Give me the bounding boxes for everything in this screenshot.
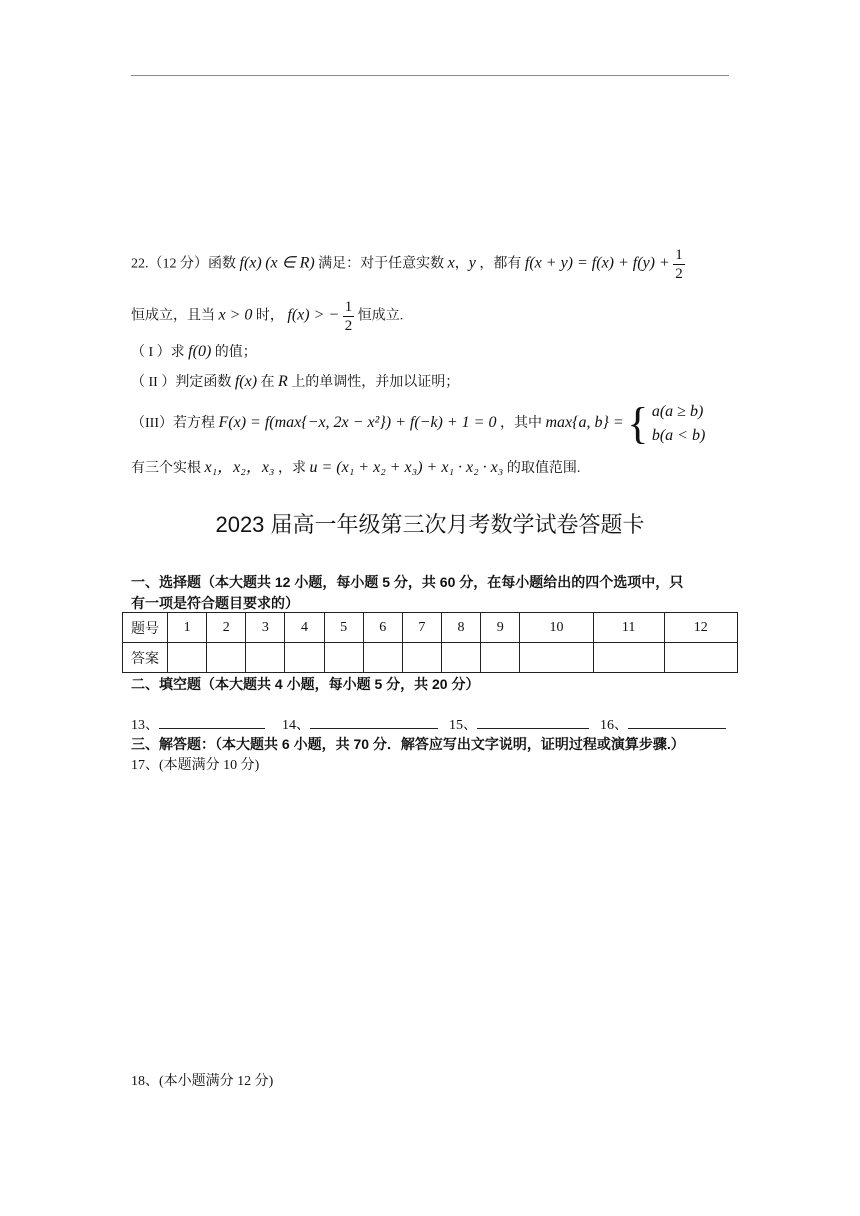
u-expression: u = (x₁ + x₂ + x₃) + x₁ · x₂ · x₃ [309, 459, 504, 476]
q22-text-2a: 恒成立，且当 [131, 308, 215, 324]
var-x: x [447, 254, 455, 272]
answer-cell[interactable] [520, 643, 593, 673]
condition-x-positive: x > 0 [218, 306, 253, 324]
table-cell: 12 [664, 613, 737, 643]
answer-cell[interactable] [664, 643, 737, 673]
part-2-mid: 在 [260, 375, 275, 390]
part-2-R: R [278, 373, 288, 390]
table-cell: 4 [285, 613, 324, 643]
blank-13-line[interactable] [159, 715, 265, 729]
q22-part-2 [131, 372, 459, 393]
question-17-label: 17、(本题满分 10 分) [131, 758, 260, 773]
answer-cell[interactable] [363, 643, 402, 673]
answer-cell[interactable] [481, 643, 520, 673]
section-1-heading [131, 572, 741, 614]
table-cell: 7 [402, 613, 441, 643]
table-row-answers [123, 643, 738, 673]
case-rows [652, 400, 705, 448]
answer-cell[interactable] [168, 643, 207, 673]
question-18-label: 18、(本小题满分 12 分) [131, 1074, 274, 1089]
comma: ， [454, 256, 469, 272]
blank-14-line[interactable] [310, 715, 438, 729]
part-1-tail: 的值； [214, 345, 257, 360]
fraction-denominator: 2 [344, 318, 353, 334]
piecewise-cases [627, 400, 705, 448]
table-cell: 5 [324, 613, 363, 643]
part-2-label: （ II ）判定函数 [131, 375, 232, 390]
answer-table [122, 612, 738, 673]
blank-13-label: 13、 [131, 718, 159, 733]
case-2: b(a < b) [651, 427, 706, 444]
functional-equation: f(x + y) = f(x) + f(y) + [524, 254, 670, 272]
q22-text-5b: ，求 [278, 461, 306, 476]
q22-line-1 [131, 246, 685, 283]
fraction-numerator: 1 [344, 299, 353, 315]
q22-prefix: 22.（12 分）函数 [131, 256, 236, 272]
q22-text-mid: 满足：对于任意实数 [318, 256, 445, 272]
max-definition: max{a, b} = [545, 414, 624, 432]
section-1-line-2: 有一项是符合题目要求的） [131, 595, 299, 611]
part-3-mid: ，其中 [499, 416, 542, 432]
function-fx: f(x) [239, 254, 262, 272]
table-cell: 11 [593, 613, 664, 643]
part-1-label: （ I ）求 [131, 345, 185, 360]
part-3-label: （III）若方程 [131, 416, 215, 432]
blank-15-line[interactable] [477, 715, 589, 729]
table-cell: 2 [207, 613, 246, 643]
blank-15-label: 15、 [449, 718, 477, 733]
answer-cell[interactable] [441, 643, 480, 673]
row-label-number: 题号 [123, 613, 168, 643]
q22-text-5c: 的取值范围. [506, 461, 581, 476]
table-cell: 1 [168, 613, 207, 643]
fraction-half-2 [343, 298, 355, 335]
roots-expr: x₁，x₂，x₃ [204, 459, 275, 476]
inequality-expr: f(x) > − [287, 306, 340, 324]
row-label-answer: 答案 [123, 643, 168, 673]
part-1-expr: f(0) [188, 343, 212, 360]
part-2-tail: 上的单调性，并加以证明； [291, 375, 460, 390]
table-cell: 10 [520, 613, 593, 643]
table-cell: 9 [481, 613, 520, 643]
table-cell: 8 [441, 613, 480, 643]
answer-cell[interactable] [402, 643, 441, 673]
part-3-equation: F(x) = f(max{−x, 2x − x²}) + f(−k) + 1 = 0 [218, 414, 497, 432]
section-2-heading: 二、填空题（本大题共 4 小题，每小题 5 分，共 20 分） [131, 676, 480, 692]
table-row-numbers [123, 613, 738, 643]
answer-cell[interactable] [207, 643, 246, 673]
left-brace-icon: { [627, 399, 649, 448]
table-cell: 3 [246, 613, 285, 643]
q22-line-5 [131, 458, 580, 479]
table-cell: 6 [363, 613, 402, 643]
section-1-line-1: 一、选择题（本大题共 12 小题，每小题 5 分，共 60 分，在每小题给出的四个选项中，只 [131, 574, 684, 590]
q22-text-after: ，都有 [479, 256, 522, 272]
answer-card-title: 2023 届高一年级第三次月考数学试卷答题卡 [215, 512, 645, 537]
answer-cell[interactable] [285, 643, 324, 673]
blank-14 [282, 714, 438, 734]
q22-text-2c: 恒成立. [357, 308, 404, 324]
part-2-expr: f(x) [234, 373, 258, 390]
case-1: a(a ≥ b) [651, 403, 704, 420]
blank-14-label: 14、 [282, 718, 310, 733]
answer-cell[interactable] [246, 643, 285, 673]
answer-cell[interactable] [593, 643, 664, 673]
q22-part-1 [131, 342, 257, 363]
blank-16-line[interactable] [628, 715, 726, 729]
fraction-half [673, 246, 685, 283]
header-rule [131, 75, 729, 76]
answer-cell[interactable] [324, 643, 363, 673]
var-y: y [468, 254, 476, 272]
q22-text-2b: 时， [255, 308, 284, 324]
blank-16-label: 16、 [600, 718, 628, 733]
fraction-numerator: 1 [675, 247, 683, 263]
blank-16 [600, 714, 726, 734]
section-3-heading: 三、解答题：（本大题共 6 小题，共 70 分．解答应写出文字说明，证明过程或演算步骤.） [131, 736, 685, 752]
blank-13 [131, 714, 265, 734]
blank-15 [449, 714, 589, 734]
q22-text-5a: 有三个实根 [131, 461, 201, 476]
fraction-denominator: 2 [675, 266, 683, 282]
q22-part-3 [131, 400, 705, 448]
domain-expr: (x ∈ R) [265, 254, 315, 272]
q22-line-2 [131, 298, 403, 335]
